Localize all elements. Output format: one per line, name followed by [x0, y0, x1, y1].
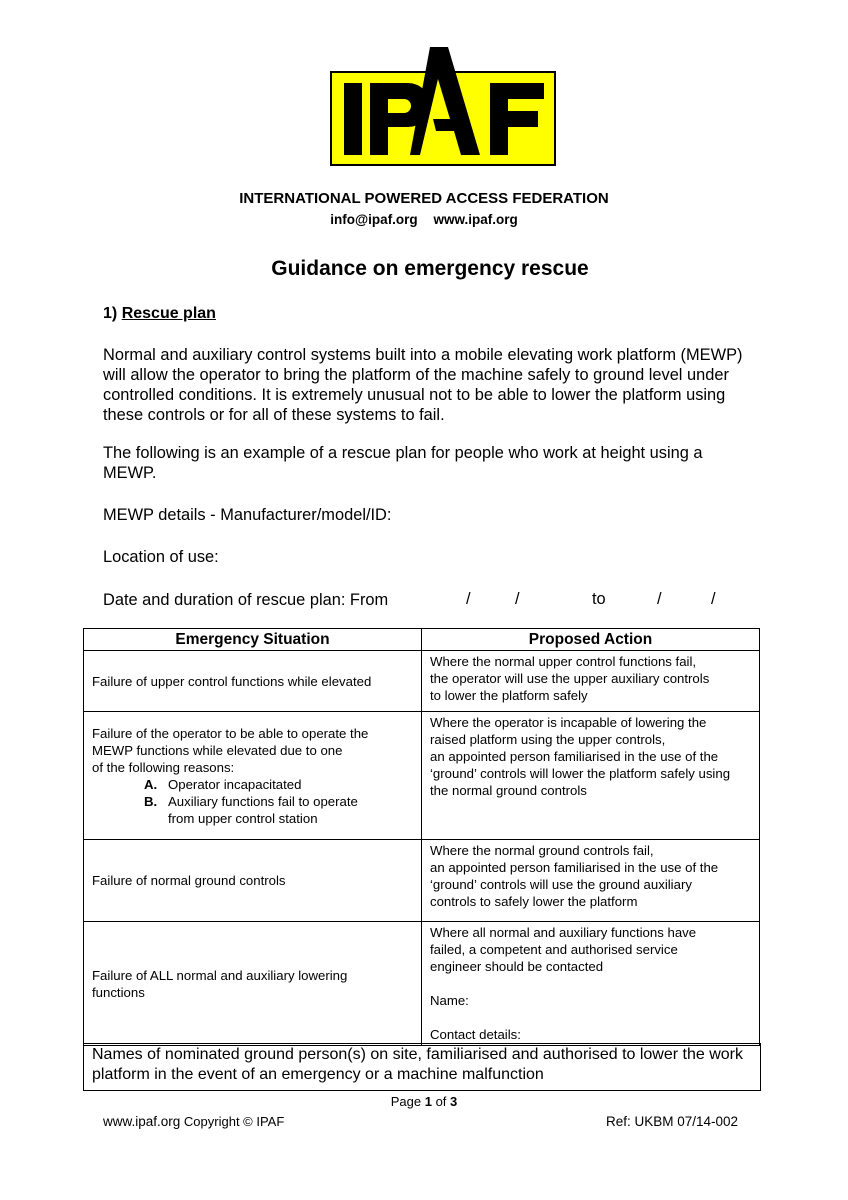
action-line: Where the normal upper control functions fail, [430, 654, 697, 669]
action-line: ‘ground’ controls will lower the platform safely using [430, 766, 731, 781]
action-line: an appointed person familiarised in the use of the [430, 860, 719, 875]
contact-details-label: Contact details: [430, 1027, 521, 1042]
mewp-details-line: MEWP details - Manufacturer/model/ID: [103, 506, 392, 524]
action-line: Where all normal and auxiliary functions have [430, 925, 697, 940]
date-from-slash-1: / [466, 590, 471, 608]
situation-cell: Failure of normal ground controls [84, 840, 422, 922]
page-title: Guidance on emergency rescue [271, 257, 589, 280]
table-row [84, 651, 760, 712]
date-to-label: to [592, 590, 606, 608]
header-emergency-situation: Emergency Situation [84, 629, 422, 651]
page-number [0, 1094, 848, 1109]
situation-cell [84, 922, 422, 1046]
footer-website: www.ipaf.org [103, 1114, 181, 1129]
situation-line: MEWP functions while elevated due to one [92, 742, 343, 758]
reasons-list [92, 776, 413, 827]
page-of: of [435, 1094, 447, 1109]
org-contact [0, 212, 848, 227]
action-line: Where the operator is incapable of lowering the [430, 715, 707, 730]
page-total: 3 [450, 1094, 458, 1109]
nominated-persons-box: Names of nominated ground person(s) on site, familiarised and authorised to lower the work platform in the event of an emergency or a machine malfunction [83, 1043, 761, 1091]
action-line: failed, a competent and authorised service [430, 942, 678, 957]
action-line: raised platform using the upper controls, [430, 732, 666, 747]
action-line: engineer should be contacted [430, 959, 604, 974]
reason-letter: B. [144, 793, 158, 809]
table-header-row [84, 629, 760, 651]
rescue-plan-table [83, 628, 760, 1046]
reason-text: Auxiliary functions fail to operate [168, 793, 358, 809]
reason-letter: A. [144, 776, 158, 792]
action-line: the operator will use the upper auxiliary controls [430, 671, 710, 686]
table-row [84, 712, 760, 840]
action-line: ‘ground’ controls will use the ground auxiliary [430, 877, 692, 892]
situation-line: of the following reasons: [92, 759, 235, 775]
action-cell [422, 651, 760, 712]
ipaf-logo [330, 47, 556, 167]
location-line: Location of use: [103, 548, 219, 566]
logo-letter-i [344, 83, 362, 155]
action-line: controls to safely lower the platform [430, 894, 638, 909]
situation-cell [84, 712, 422, 840]
section-heading [103, 305, 216, 323]
table-row [84, 840, 760, 922]
date-label: Date and duration of rescue plan: From [103, 591, 389, 609]
section-title: Rescue plan [121, 305, 216, 322]
action-line: Where the normal ground controls fail, [430, 843, 654, 858]
reason-item [144, 793, 413, 810]
situation-line: Failure of ALL normal and auxiliary lowering [92, 967, 348, 983]
date-to-slash-2: / [711, 590, 716, 608]
page-current: 1 [424, 1094, 432, 1109]
org-email: info@ipaf.org [330, 212, 418, 227]
footer-left [103, 1114, 284, 1129]
action-cell [422, 840, 760, 922]
date-from-slash-2: / [515, 590, 520, 608]
org-website: www.ipaf.org [433, 212, 518, 227]
ipaf-logo-graphic [330, 47, 556, 167]
action-cell [422, 922, 760, 1046]
name-field-label: Name: [430, 993, 469, 1008]
action-line: to lower the platform safely [430, 688, 588, 703]
example-paragraph: The following is an example of a rescue plan for people who work at height using a MEWP. [103, 444, 703, 482]
org-name: INTERNATIONAL POWERED ACCESS FEDERATION [239, 190, 609, 207]
footer-copyright: Copyright © IPAF [183, 1114, 285, 1129]
reason-continuation: from upper control station [168, 810, 318, 826]
intro-paragraph: Normal and auxiliary control systems built into a mobile elevating work platform (MEWP) will allow the operator to bring the platform of the machine safely to ground level under controlled conditions. It is extremely unusual not to be able to lower the platform using these controls or for all of these systems to fail. [103, 346, 743, 424]
footer-ref: Ref: UKBM 07/14-002 [606, 1114, 739, 1129]
action-line: an appointed person familiarised in the use of the [430, 749, 719, 764]
reason-text: Operator incapacitated [168, 776, 302, 792]
situation-line: functions [92, 984, 145, 1000]
reason-item [144, 776, 413, 793]
section-number: 1) [103, 305, 118, 322]
situation-line: Failure of the operator to be able to operate the [92, 725, 369, 741]
header-proposed-action: Proposed Action [422, 629, 760, 651]
action-line: the normal ground controls [430, 783, 587, 798]
situation-cell: Failure of upper control functions while elevated [84, 651, 422, 712]
date-to-slash-1: / [657, 590, 662, 608]
table-row [84, 922, 760, 1046]
page-word: Page [390, 1094, 422, 1109]
action-cell [422, 712, 760, 840]
